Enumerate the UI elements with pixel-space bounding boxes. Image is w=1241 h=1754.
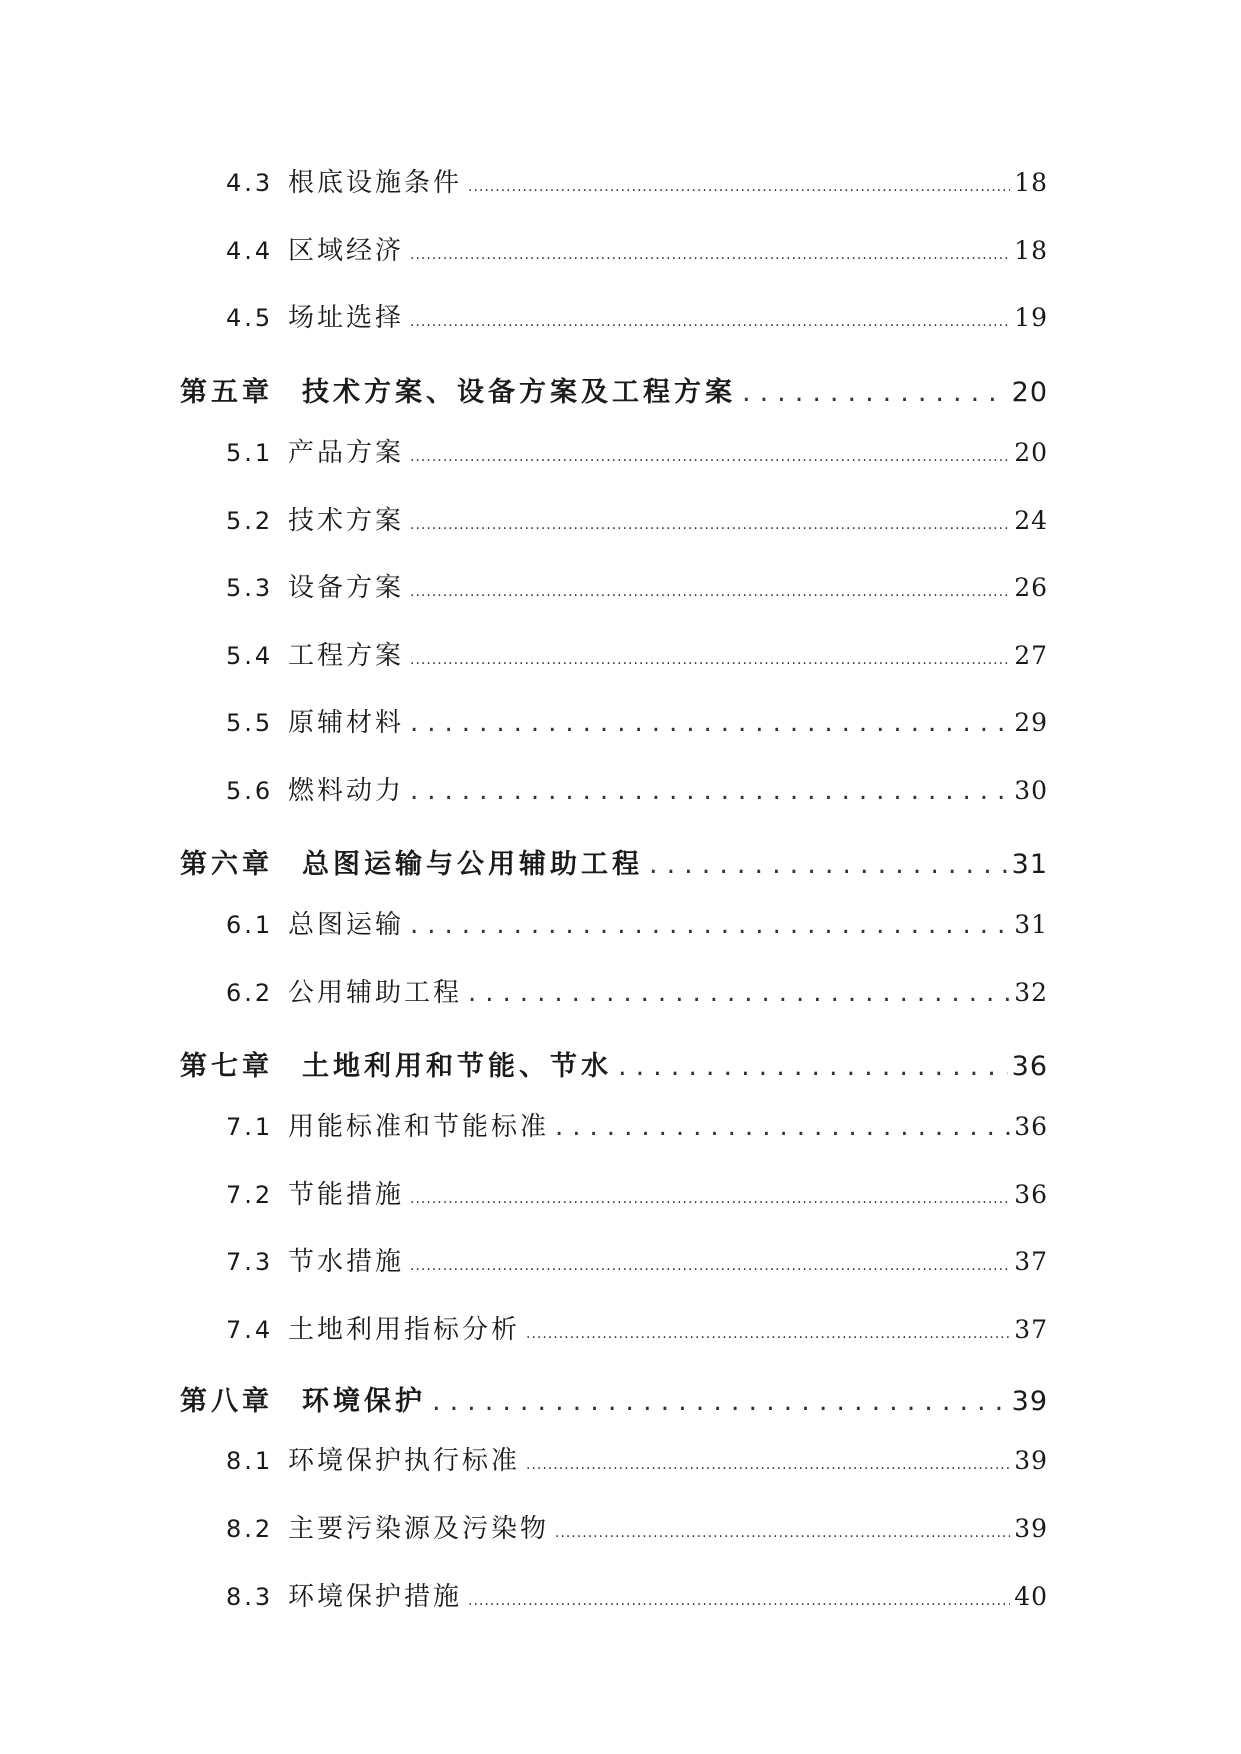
toc-chapter-number: 第八章 — [180, 1386, 273, 1417]
toc-chapter-title: 土地利用和节能、节水 — [302, 1051, 612, 1082]
toc-entry-page: 31 — [1014, 910, 1048, 939]
toc-chapter-title: 技术方案、设备方案及工程方案 — [302, 377, 736, 408]
toc-entry-page: 24 — [1014, 506, 1048, 535]
toc-dot-leader — [410, 652, 1010, 668]
toc-entry-number: 8.2 — [226, 1515, 274, 1543]
toc-entry-title: 区域经济 — [288, 236, 405, 266]
toc-entry-page: 40 — [1014, 1582, 1048, 1611]
toc-entry-number: 5.4 — [226, 642, 274, 670]
toc-dot-leader — [526, 1457, 1010, 1473]
toc-entry-7-3[interactable] — [226, 1241, 1048, 1278]
toc-entry-title: 主要污染源及污染物 — [288, 1514, 550, 1544]
toc-entry-8-2[interactable] — [226, 1508, 1048, 1545]
toc-entry-title: 土地利用指标分析 — [288, 1315, 521, 1345]
toc-entry-number: 5.3 — [226, 574, 274, 602]
toc-dot-leader — [526, 1326, 1010, 1342]
toc-chapter-8[interactable] — [180, 1379, 1048, 1418]
toc-entry-7-2[interactable] — [226, 1174, 1048, 1211]
toc-entry-page: 36 — [1014, 1180, 1048, 1209]
toc-entry-title: 产品方案 — [288, 438, 405, 468]
toc-dot-leader — [410, 584, 1010, 600]
toc-entry-page: 30 — [1014, 776, 1048, 805]
toc-dot-leader — [410, 776, 1010, 806]
toc-chapter-number: 第六章 — [180, 849, 273, 880]
toc-entry-title: 场址选择 — [288, 303, 405, 333]
toc-entry-8-3[interactable] — [226, 1576, 1048, 1613]
toc-entry-title: 环境保护措施 — [288, 1582, 463, 1612]
toc-entry-page: 19 — [1014, 303, 1048, 332]
toc-dot-leader — [410, 1258, 1010, 1274]
toc-entry-page: 26 — [1014, 573, 1048, 602]
toc-entry-number: 5.2 — [226, 507, 274, 535]
toc-dot-leader — [410, 449, 1010, 465]
toc-entry-page: 27 — [1014, 641, 1048, 670]
toc-entry-number: 7.1 — [226, 1113, 274, 1141]
toc-entry-7-4[interactable] — [226, 1309, 1048, 1346]
toc-entry-7-1[interactable] — [226, 1106, 1048, 1143]
toc-entry-6-2[interactable] — [226, 972, 1048, 1009]
toc-entry-number: 8.1 — [226, 1447, 274, 1475]
toc-entry-5-5[interactable] — [226, 702, 1048, 739]
toc-dot-leader — [410, 314, 1010, 330]
toc-chapter-7[interactable] — [180, 1044, 1048, 1083]
toc-entry-8-1[interactable] — [226, 1440, 1048, 1477]
toc-entry-title: 总图运输 — [288, 910, 405, 940]
toc-entry-5-2[interactable] — [226, 500, 1048, 537]
toc-entry-5-3[interactable] — [226, 567, 1048, 604]
toc-entry-number: 7.2 — [226, 1181, 274, 1209]
toc-dot-leader — [468, 978, 1010, 1008]
toc-chapter-number: 第七章 — [180, 1051, 273, 1082]
toc-entry-page: 39 — [1014, 1514, 1048, 1543]
toc-dot-leader — [410, 1191, 1010, 1207]
toc-entry-title: 用能标准和节能标准 — [288, 1112, 550, 1142]
toc-entry-title: 原辅材料 — [288, 708, 405, 738]
toc-chapter-6[interactable] — [180, 842, 1048, 881]
toc-entry-page: 18 — [1014, 236, 1048, 265]
toc-chapter-title: 环境保护 — [302, 1386, 426, 1417]
toc-entry-page: 36 — [1014, 1112, 1048, 1141]
toc-chapter-page: 36 — [1011, 1051, 1048, 1082]
toc-dot-leader — [410, 517, 1010, 533]
toc-entry-title: 节水措施 — [288, 1247, 405, 1277]
toc-chapter-5[interactable] — [180, 370, 1048, 409]
toc-chapter-page: 39 — [1011, 1386, 1048, 1417]
toc-dot-leader — [410, 247, 1010, 263]
toc-dot-leader — [555, 1525, 1010, 1541]
toc-dot-leader — [742, 377, 1008, 408]
toc-entry-title: 技术方案 — [288, 506, 405, 536]
toc-dot-leader — [649, 849, 1008, 880]
toc-dot-leader — [410, 708, 1010, 738]
toc-entry-number: 7.4 — [226, 1316, 274, 1344]
toc-entry-number: 5.5 — [226, 709, 274, 737]
toc-entry-number: 6.1 — [226, 911, 274, 939]
toc-entry-title: 根底设施条件 — [288, 168, 463, 198]
toc-entry-page: 37 — [1014, 1315, 1048, 1344]
toc-entry-4-5[interactable] — [226, 297, 1048, 334]
toc-entry-number: 4.5 — [226, 304, 274, 332]
toc-chapter-title: 总图运输与公用辅助工程 — [302, 849, 643, 880]
toc-dot-leader — [432, 1386, 1008, 1417]
toc-entry-number: 5.1 — [226, 439, 274, 467]
toc-entry-page: 39 — [1014, 1446, 1048, 1475]
toc-entry-page: 32 — [1014, 978, 1048, 1007]
toc-entry-title: 环境保护执行标准 — [288, 1446, 521, 1476]
toc-chapter-number: 第五章 — [180, 377, 273, 408]
toc-dot-leader — [468, 1593, 1010, 1609]
toc-entry-number: 7.3 — [226, 1248, 274, 1276]
toc-entry-number: 6.2 — [226, 979, 274, 1007]
toc-entry-number: 5.6 — [226, 777, 274, 805]
toc-entry-5-6[interactable] — [226, 770, 1048, 807]
toc-chapter-page: 20 — [1011, 377, 1048, 408]
toc-entry-4-3[interactable] — [226, 162, 1048, 199]
toc-dot-leader — [468, 179, 1010, 195]
toc-entry-number: 4.3 — [226, 169, 274, 197]
toc-entry-5-4[interactable] — [226, 635, 1048, 672]
toc-entry-page: 29 — [1014, 708, 1048, 737]
toc-dot-leader — [555, 1112, 1010, 1142]
toc-entry-number: 8.3 — [226, 1583, 274, 1611]
toc-entry-page: 37 — [1014, 1247, 1048, 1276]
toc-dot-leader — [410, 910, 1010, 940]
toc-entry-title: 工程方案 — [288, 641, 405, 671]
toc-entry-number: 4.4 — [226, 237, 274, 265]
toc-entry-5-1[interactable] — [226, 432, 1048, 469]
toc-entry-title: 节能措施 — [288, 1180, 405, 1210]
toc-chapter-page: 31 — [1011, 849, 1048, 880]
toc-entry-title: 燃料动力 — [288, 776, 405, 806]
toc-entry-6-1[interactable] — [226, 904, 1048, 941]
toc-entry-page: 18 — [1014, 168, 1048, 197]
toc-entry-page: 20 — [1014, 438, 1048, 467]
toc-dot-leader — [618, 1051, 1008, 1082]
toc-entry-4-4[interactable] — [226, 230, 1048, 267]
toc-entry-title: 设备方案 — [288, 573, 405, 603]
toc-entry-title: 公用辅助工程 — [288, 978, 463, 1008]
